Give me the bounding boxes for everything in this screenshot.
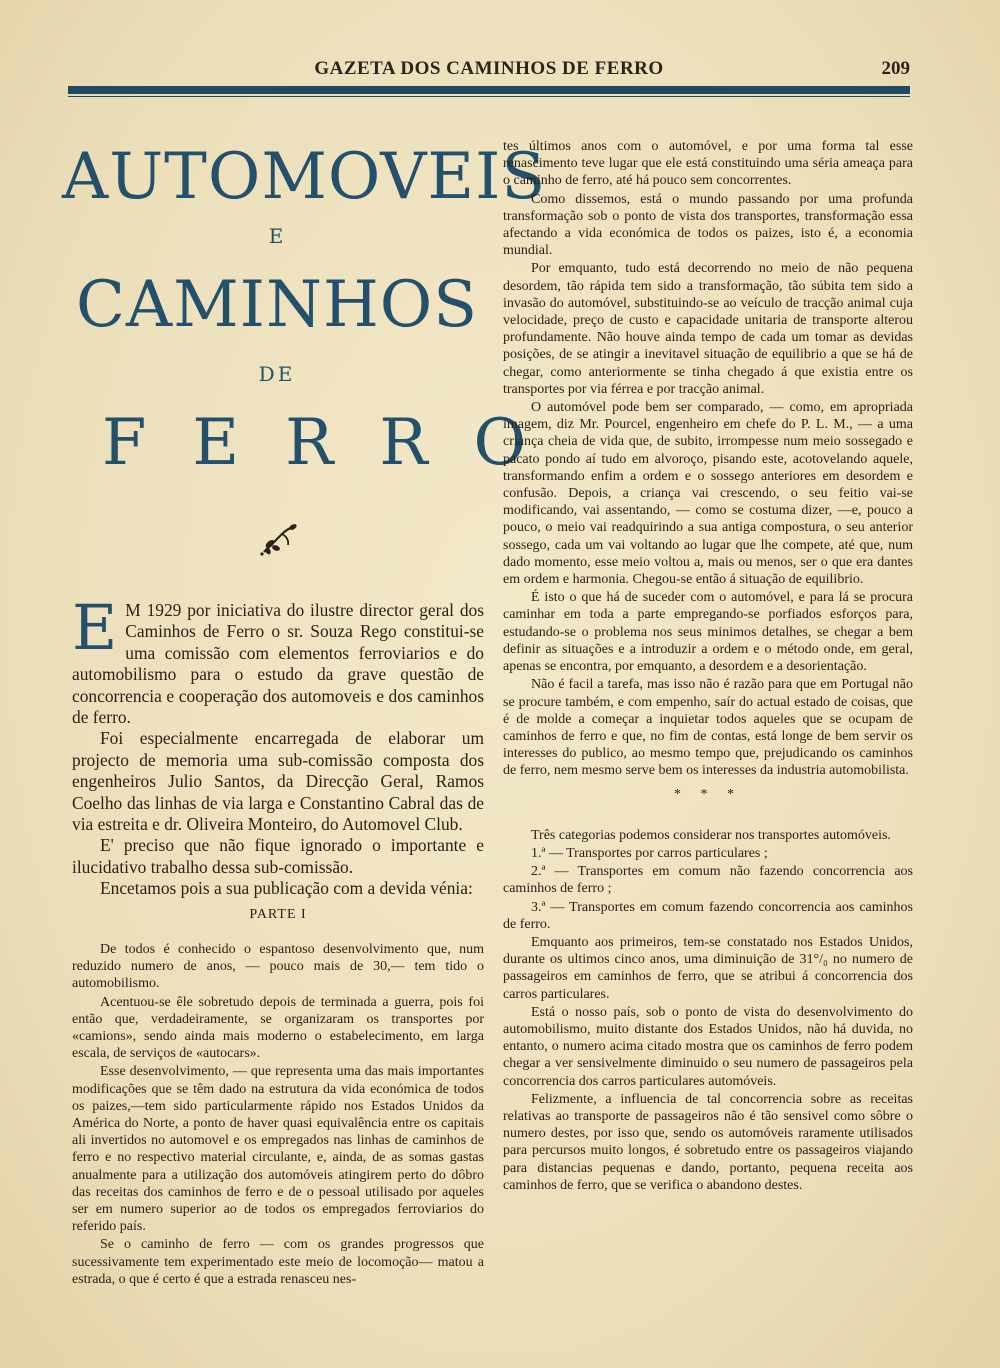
body-paragraph: Se o caminho de ferro — com os grandes progressos que sucessivamente tem experimentado este meio de locomoção— matou a estrada, o que é certo é que a estrada renasceu nes- [72, 1237, 484, 1287]
body-paragraph: Está o nosso país, sob o ponto de vista do desenvolvimento do automobilismo, muito distante dos Estados Unidos, não há duvida, no entanto, o numero acima citado mostra que os caminhos de ferro podem chegar a ver sensivelmente diminuido o seu numero de passageiros pela concorrencia dos carros particulares automóveis. [503, 1004, 913, 1089]
body-paragraph: Felizmente, a influencia de tal concorrencia sobre as receitas relativas ao transporte de passageiros não é tão sensivel como sôbre o numero destes, por isso que, sendo os automóveis raramente utilisados para percursos muito longos, é sobretudo entre os passageiros viajando para distancias pequenas e dando, portanto, pequena receita aos caminhos de ferro, que se verifica o abandono destes. [503, 1091, 913, 1193]
body-paragraph: Três categorias podemos considerar nos transportes automóveis. [531, 827, 891, 843]
body-paragraph: Como dissemos, está o mundo passando por uma profunda transformação sob o ponto de vista dos transportes, transformação essa afectando a vida económica de todos os paizes, isto é, a economia mundial. [503, 191, 913, 259]
list-item: 3.ª — Transportes em comum fazendo concorrencia aos caminhos de ferro. [503, 899, 913, 932]
header-rule-thin [68, 96, 910, 97]
body-paragraph: É isto o que há de suceder com o automóvel, e para lá se procura caminhar em toda a parte empregando-se porfiados esforços para, estudando-se o problema nos seus minimos detalhes, se chegar a bem definir as situações e a introduzir a ordem e o método onde, em geral, apenas se encontra, por emquanto, a desordem e a desorientação. [503, 590, 913, 675]
title-line-de: DE [258, 362, 296, 386]
drop-cap: E [72, 591, 118, 664]
body-paragraph: Não é facil a tarefa, mas isso não é razão para que em Portugal não se procure também, e com empenho, saír do actual estado de coisas, que é de molde a começar a inquietar todos aqueles que se ocupam de caminhos de ferro e que, no fim de contas, está longe de bem servir os interesses do publico, ao mesmo tempo que, prejudicando os caminhos de ferro, nem mesmo serve bem os interesses da industria automobilista. [503, 677, 913, 779]
body-paragraph: Acentuou-se êle sobretudo depois de terminada a guerra, pois foi então que, verdadeiramente, se organizaram os transportes por «camions», sendo ainda mais moderno o estabelecimento, em larga escala, de serviços de «autocars». [72, 994, 484, 1062]
part-heading: PARTE I [249, 906, 307, 922]
left-body [72, 941, 484, 1288]
intro-paragraph-3: E' preciso que não fique ignorado o importante e ilucidativo trabalho dessa sub-comissão. [72, 835, 484, 877]
intro-paragraph-4: Encetamos pois a sua publicação com a devida vénia: [100, 878, 473, 899]
list-item: 1.ª — Transportes por carros particulares ; [531, 845, 768, 861]
article-title [62, 136, 572, 576]
title-line-ferro: FERRO [102, 406, 572, 480]
body-paragraph: Esse desenvolvimento, — que representa uma das mais importantes modificações que se têm dado na estrutura da vida económica de todos os paizes,—tem sido particularmente rápido nos Estados Unidos da América do Norte, a ponto de haver quasi equivalência entre os capitais ali invertidos no automovel e os empregados nas linhas de caminhos de ferro e no respectivo material circulante, e, ainda, de as somas gastas anualmente para a utilização dos automóveis atingirem perto do dôbro das receitas dos caminhos de ferro e de o pessoal utilisado por aqueles ser em numero superior ao de todos os empregados ferroviarios do referido país. [72, 1064, 484, 1235]
right-column [503, 138, 913, 1195]
section-separator: * * * [674, 786, 742, 802]
title-line-e: E [268, 224, 286, 248]
intro-section [72, 591, 484, 900]
body-paragraph: O automóvel pode bem ser comparado, — como, em apropriada imagem, diz Mr. Pourcel, engenheiro em chefe do P. L. M., — a uma criança cheia de vida que, de subito, irrompesse num meio sossegado e pacato pondo aí tudo em alvoroço, pisando este, acotovelando aquele, transformando enfim a ordem e o sossego anteriores em desordem e confusão. Depois, a criança vai crescendo, o seu feitio vai-se modificando, vai assentando, — como se costuma dizer, —e, pouco a pouco, o meio vai readquirindo a sua antiga compostura, o seu anterior sossego, cada um vai voltando ao lugar que lhe compete, até que, num dado momento, esse meio voltou a, mais ou menos, ser o que era dantes em ordem e harmonia. Chegou-se então á situação de equilibrio. [503, 400, 913, 588]
publication-title: GAZETA DOS CAMINHOS DE FERRO [314, 58, 664, 79]
title-line-caminhos: CAMINHOS [75, 268, 479, 342]
left-column [72, 591, 484, 1289]
body-paragraph: tes últimos anos com o automóvel, e por uma forma tal esse renascimento teve lugar que ele está constituindo uma séria ameaça para o caminho de ferro, até há pouco sem concorrentes. [503, 139, 913, 189]
flourish-ornament-icon [256, 518, 300, 558]
header-rule [68, 86, 910, 94]
body-paragraph: Emquanto aos primeiros, tem-se constatado nos Estados Unidos, durante os ultimos cinco anos, uma diminuição de 31°/₀ no numero de passageiros em caminhos de ferro, que se atribui á concorrencia dos carros particulares. [503, 934, 913, 1002]
title-line-automoveis: AUTOMOVEIS [62, 140, 547, 214]
intro-paragraph-1: E M 1929 por iniciativa do ilustre director geral dos Caminhos de Ferro o sr. Souza Rego constitui-se uma comissão com elementos ferroviarios e do automobilismo para o estudo da grave questão de concorrencia e cooperação dos automoveis e dos caminhos de ferro. [72, 591, 484, 728]
page-number: 209 [881, 58, 910, 79]
intro-paragraph-2: Foi especialmente encarregada de elaborar um projecto de memoria uma sub-comissão composta dos engenheiros Julio Santos, da Direcção Geral, Ramos Coelho das linhas de via larga e Constantino Cabral das de via estreita e dr. Oliveira Monteiro, do Automovel Club. [72, 728, 484, 835]
body-paragraph: De todos é conhecido o espantoso desenvolvimento que, num reduzido numero de anos, — pouco mais de 30,— tem tido o automobilismo. [72, 941, 484, 992]
page-header [68, 58, 910, 80]
body-paragraph: Por emquanto, tudo está decorrendo no meio de não pequena desordem, tão rápida tem sido a transformação, tão súbita tem sido a invasão do automóvel, substituindo-se ao veículo de tracção animal cuja velocidade, preço de custo e capacidade unitaria de transporte alterou profundamente. Não houve ainda tempo de cada um tomar as devidas posições, de se atingir a inevitavel situação de equilibrio a que se há de chegar, como anteriormente se tinha chegado á que existia entre os transportes por via férrea e por tracção animal. [503, 261, 913, 397]
list-item: 2.ª — Transportes em comum não fazendo concorrencia aos caminhos de ferro ; [503, 864, 913, 897]
